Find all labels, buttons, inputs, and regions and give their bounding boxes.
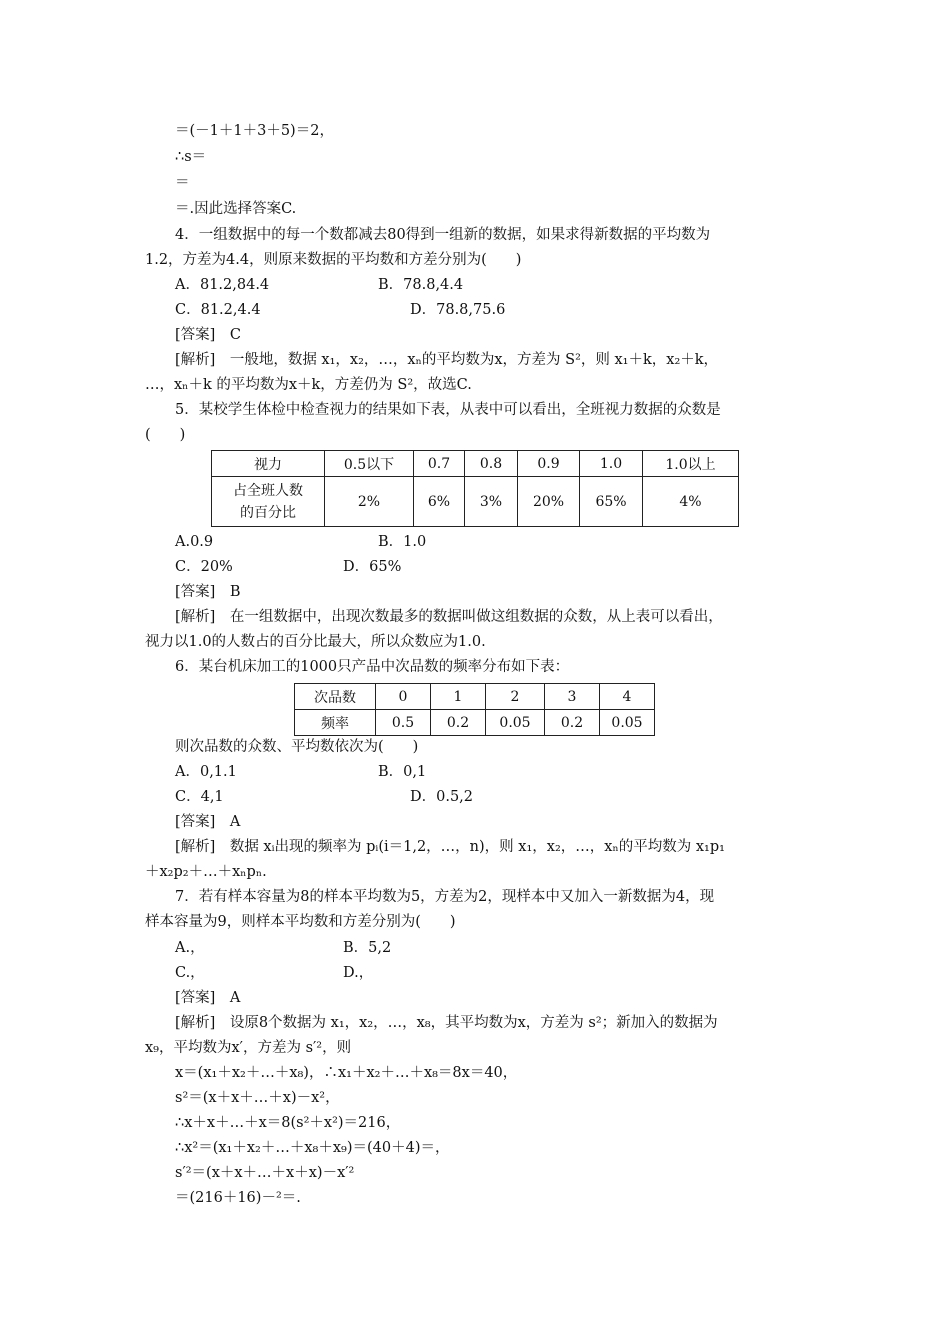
text-line: ＝ bbox=[175, 175, 190, 191]
option-b: B．0,1 bbox=[378, 764, 427, 780]
question-7-stem: 样本容量为9，则样本平均数和方差分别为( ) bbox=[145, 914, 456, 930]
option-b: B．5,2 bbox=[343, 940, 392, 956]
option-d: D．78.8,75.6 bbox=[410, 302, 506, 318]
question-5-stem: ( ) bbox=[145, 427, 186, 443]
answer: [答案] B bbox=[175, 584, 241, 600]
table-header: 3 bbox=[545, 684, 600, 710]
question-6-stem: 则次品数的众数、平均数依次为( ) bbox=[175, 739, 419, 755]
option-b: B．1.0 bbox=[378, 534, 427, 550]
option-c: C.， bbox=[175, 965, 205, 981]
explanation: …，xₙ＋k 的平均数为x＋k，方差仍为 S²，故选C. bbox=[145, 377, 472, 393]
table-header: 0.9 bbox=[518, 451, 580, 477]
option-a: A.0.9 bbox=[175, 534, 214, 550]
explanation: [解析] 设原8个数据为 x₁，x₂，…，x₈，其平均数为x，方差为 s²；新加入的数据为 bbox=[175, 1015, 718, 1031]
table-cell: 0.05 bbox=[486, 710, 545, 736]
option-a: A．0,1.1 bbox=[175, 764, 237, 780]
table-cell: 4% bbox=[643, 477, 739, 527]
table-cell: 0.5 bbox=[376, 710, 431, 736]
row-label-line: 占全班人数 bbox=[233, 482, 303, 499]
table-cell: 65% bbox=[580, 477, 643, 527]
option-d: D．65% bbox=[343, 559, 402, 575]
option-d: D.， bbox=[343, 965, 374, 981]
explanation: [解析] 一般地，数据 x₁，x₂，…，xₙ的平均数为x，方差为 S²，则 x₁＋k，x₂＋k， bbox=[175, 352, 719, 368]
table-cell: 3% bbox=[465, 477, 518, 527]
question-4-stem: 1.2，方差为4.4，则原来数据的平均数和方差分别为( ) bbox=[145, 252, 522, 268]
explanation: [解析] 在一组数据中，出现次数最多的数据叫做这组数据的众数，从上表可以看出， bbox=[175, 609, 723, 625]
explanation: ∴x²＝(x₁＋x₂＋…＋x₈＋x₉)＝(40＋4)＝， bbox=[175, 1140, 450, 1156]
option-d: D．0.5,2 bbox=[410, 789, 474, 805]
row-label: 频率 bbox=[295, 710, 376, 736]
table-cell: 6% bbox=[414, 477, 465, 527]
table-header: 0.7 bbox=[414, 451, 465, 477]
explanation: s²＝(x＋x＋…＋x)－x²， bbox=[175, 1090, 340, 1106]
table-cell: 2% bbox=[325, 477, 414, 527]
explanation: ∴x＋x＋…＋x＝8(s²＋x²)＝216， bbox=[175, 1115, 401, 1131]
question-5-stem: 5．某校学生体检中检查视力的结果如下表，从表中可以看出，全班视力数据的众数是 bbox=[175, 402, 721, 418]
table-header: 1.0以上 bbox=[643, 451, 739, 477]
table-header: 1.0 bbox=[580, 451, 643, 477]
table-header: 0 bbox=[376, 684, 431, 710]
option-c: C．20% bbox=[175, 559, 233, 575]
table-header: 2 bbox=[486, 684, 545, 710]
option-c: C．4,1 bbox=[175, 789, 224, 805]
explanation: [解析] 数据 xᵢ出现的频率为 pᵢ(i＝1,2，…，n)，则 x₁，x₂，…，xₙ的平均数为 x₁p₁ bbox=[175, 839, 725, 855]
explanation: s′²＝(x＋x＋…＋x＋x)－x′² bbox=[175, 1165, 355, 1181]
explanation: 视力以1.0的人数占的百分比最大，所以众数应为1.0. bbox=[145, 634, 486, 650]
table-header: 4 bbox=[600, 684, 655, 710]
table-header: 视力 bbox=[212, 451, 325, 477]
table-cell: 0.2 bbox=[545, 710, 600, 736]
table-header: 1 bbox=[431, 684, 486, 710]
table-cell: 20% bbox=[518, 477, 580, 527]
table-header: 0.8 bbox=[465, 451, 518, 477]
answer: [答案] C bbox=[175, 327, 241, 343]
answer: [答案] A bbox=[175, 814, 241, 830]
table-cell: 0.05 bbox=[600, 710, 655, 736]
vision-table bbox=[211, 450, 739, 527]
text-line: ＝(－1＋1＋3＋5)＝2， bbox=[175, 123, 334, 139]
defect-table bbox=[294, 683, 655, 736]
table-header: 0.5以下 bbox=[325, 451, 414, 477]
option-b: B．78.8,4.4 bbox=[378, 277, 464, 293]
row-label-line: 的百分比 bbox=[240, 504, 296, 521]
question-6-stem: 6．某台机床加工的1000只产品中次品数的频率分布如下表： bbox=[175, 659, 570, 675]
explanation: ＝(216＋16)－²＝. bbox=[175, 1190, 301, 1206]
question-7-stem: 7．若有样本容量为8的样本平均数为5，方差为2，现样本中又加入一新数据为4，现 bbox=[175, 889, 715, 905]
option-a: A.， bbox=[175, 940, 205, 956]
text-line: ∴s＝ bbox=[175, 149, 207, 165]
table-cell: 0.2 bbox=[431, 710, 486, 736]
text-line: ＝.因此选择答案C. bbox=[175, 201, 297, 217]
answer: [答案] A bbox=[175, 990, 241, 1006]
table-header: 次品数 bbox=[295, 684, 376, 710]
option-a: A．81.2,84.4 bbox=[175, 277, 270, 293]
option-c: C．81.2,4.4 bbox=[175, 302, 261, 318]
explanation: ＋x₂p₂＋…＋xₙpₙ. bbox=[145, 864, 267, 880]
question-4-stem: 4．一组数据中的每一个数都减去80得到一组新的数据，如果求得新数据的平均数为 bbox=[175, 227, 711, 243]
explanation: x＝(x₁＋x₂＋…＋x₈)，∴x₁＋x₂＋…＋x₈＝8x＝40， bbox=[175, 1065, 518, 1081]
explanation: x₉，平均数为x′，方差为 s′²，则 bbox=[145, 1040, 352, 1056]
row-label bbox=[212, 477, 325, 527]
